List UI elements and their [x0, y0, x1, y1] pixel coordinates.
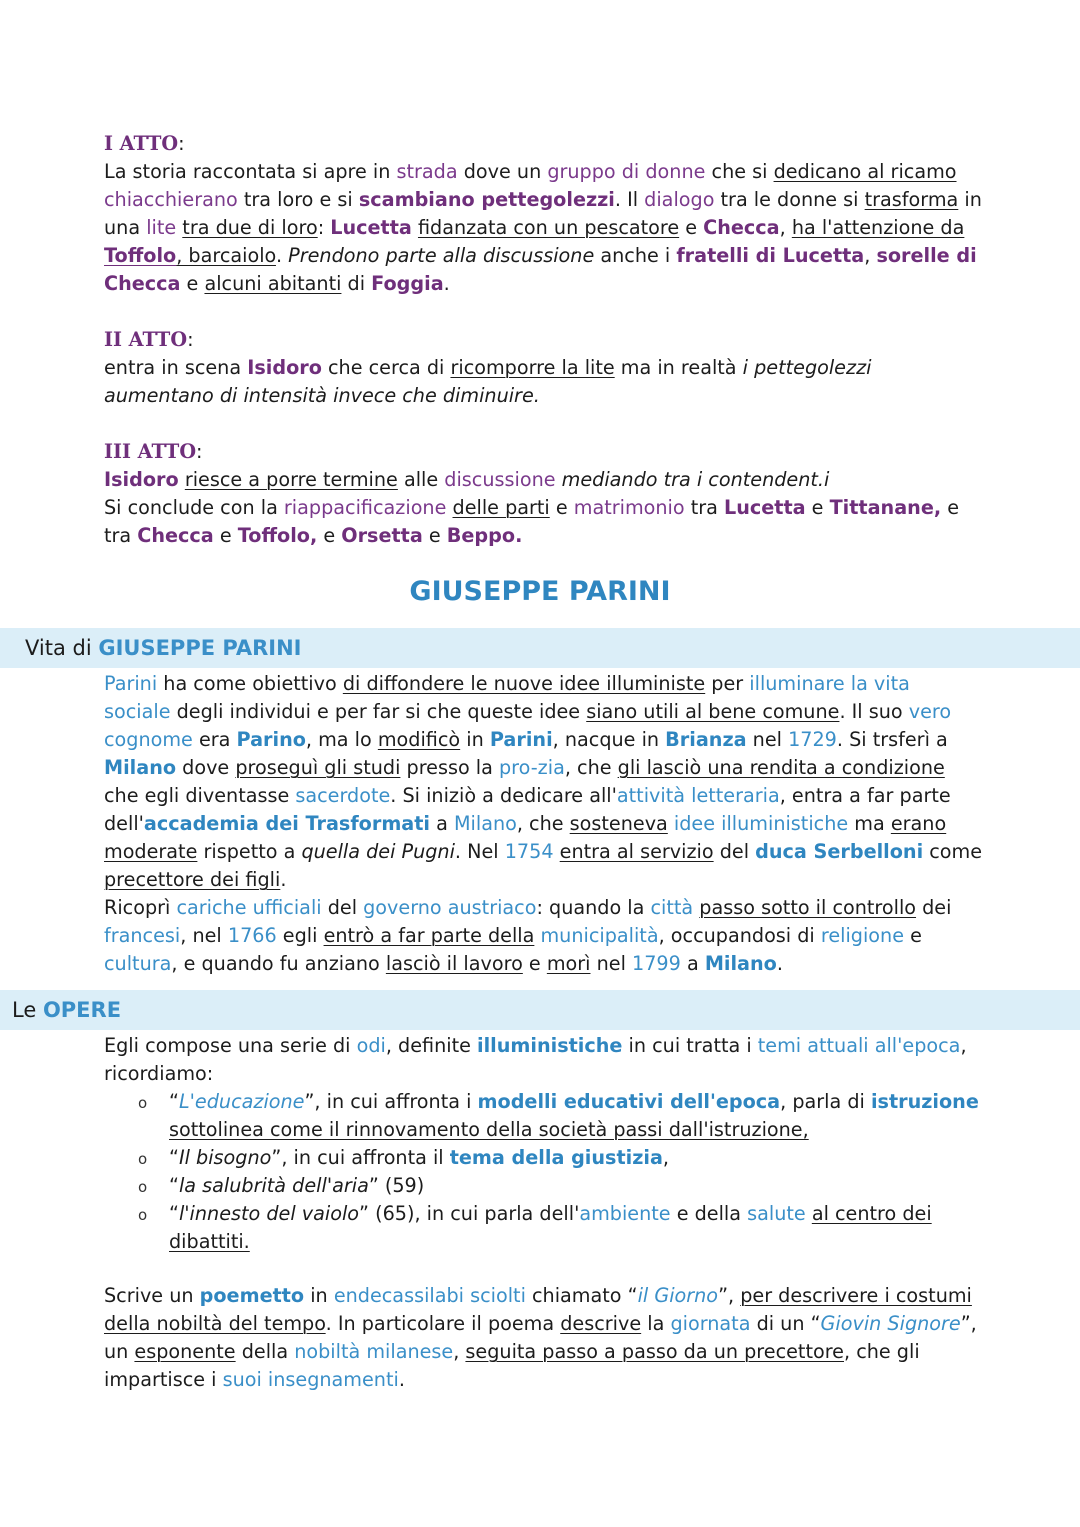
text-run: al centro dei [811, 1202, 932, 1225]
text-run: vero [908, 700, 952, 723]
text-run: attività letteraria [616, 784, 780, 807]
text-run: dove un [457, 160, 548, 183]
text-run: alle [397, 468, 445, 491]
text-run: ”, in cui affronta il [271, 1146, 450, 1169]
text-run: che si [705, 160, 774, 183]
text-run: matrimonio [573, 496, 685, 519]
text-run: , che [564, 756, 618, 779]
text-run: , [662, 1146, 670, 1169]
text-run: lasciò il lavoro [385, 952, 523, 975]
text-run: La storia raccontata si apre in [104, 160, 397, 183]
section-title: GIUSEPPE PARINI [409, 576, 671, 607]
text-run: lite [146, 216, 177, 239]
text-run: Giovin Signore [820, 1312, 961, 1335]
text-run: Egli compose una serie di [104, 1034, 357, 1057]
text-run: descrive [560, 1312, 642, 1335]
text-run: poemetto [199, 1284, 305, 1307]
text-run: ma in realtà [614, 356, 743, 379]
text-run: Scrive un [104, 1284, 200, 1307]
text-run: in cui tratta i [622, 1034, 758, 1057]
text-line [169, 1088, 979, 1116]
text-run: Lucetta [330, 216, 412, 239]
text-run: tra due di loro [182, 216, 318, 239]
text-run: discussione [444, 468, 556, 491]
text-run: Checca [703, 216, 780, 239]
text-run: egli [276, 924, 324, 947]
text-run: , definite [385, 1034, 478, 1057]
text-run: della nobiltà del tempo [104, 1312, 326, 1335]
text-run: moderate [104, 840, 198, 863]
text-run: riesce a porre termine [184, 468, 398, 491]
text-run: “ [169, 1146, 179, 1169]
text-run: dove [176, 756, 236, 779]
text-run: in [304, 1284, 334, 1307]
text-run: nobiltà milanese [294, 1340, 454, 1363]
text-run: , parla di [780, 1090, 871, 1113]
text-run: entra al servizio [559, 840, 714, 863]
text-run: modelli educativi dell'epoca [477, 1090, 781, 1113]
text-run: e [679, 216, 704, 239]
text-run: 1754 [504, 840, 554, 863]
text-run: nel [746, 728, 789, 751]
text-line [104, 382, 984, 410]
text-run: sorelle di [876, 244, 977, 267]
text-run: Orsetta [341, 524, 423, 547]
text-run: “ [169, 1202, 179, 1225]
text-run: . Nel [454, 840, 505, 863]
text-run: ricomporre la lite [450, 356, 615, 379]
text-run: . Si trsferì a [836, 728, 948, 751]
text-run: città [650, 896, 694, 919]
text-run: . [280, 868, 287, 891]
text-run: 1729 [788, 728, 837, 751]
text-run: 1799 [632, 952, 681, 975]
text-run: ma [848, 812, 891, 835]
text-line [104, 894, 984, 922]
text-run: e [422, 524, 447, 547]
text-run: ricordiamo: [104, 1062, 214, 1085]
text-run: ha l'attenzione da [791, 216, 965, 239]
text-run: dibattiti. [169, 1230, 250, 1253]
text-run: Isidoro [247, 356, 322, 379]
text-run: cognome [104, 728, 193, 751]
text-run: e [213, 524, 238, 547]
text-line [104, 950, 984, 978]
text-run: proseguì gli studi [235, 756, 401, 779]
text-run: salute [747, 1202, 806, 1225]
text-run: di [341, 272, 372, 295]
vita-band-prefix: Vita di [25, 636, 99, 660]
text-run: tra [684, 496, 724, 519]
text-run: Toffolo, [237, 524, 318, 547]
text-run: alcuni abitanti [204, 272, 342, 295]
text-run: “ [169, 1174, 179, 1197]
text-run: del [321, 896, 364, 919]
text-line [104, 494, 984, 522]
text-run: a [430, 812, 454, 835]
text-run: idee illuministiche [673, 812, 849, 835]
opere-band-name: OPERE [42, 998, 122, 1022]
text-run: , ma lo [305, 728, 378, 751]
text-run: entrò a far parte della [323, 924, 535, 947]
text-line [104, 466, 984, 494]
text-run: Prendono parte alla discussione [288, 244, 595, 267]
text-run: chiamato “ [525, 1284, 638, 1307]
text-run: e [522, 952, 547, 975]
text-run: sottolinea come il rinnovamento della società passi dall'istruzione, [169, 1118, 809, 1141]
text-run: e [805, 496, 830, 519]
text-run: . Il suo [839, 700, 909, 723]
text-line [104, 158, 984, 186]
text-line [104, 1060, 984, 1088]
text-run: e della [670, 1202, 748, 1225]
text-run: che egli diventasse [104, 784, 296, 807]
text-line [169, 1200, 969, 1228]
text-line [104, 1310, 984, 1338]
text-line [104, 270, 984, 298]
text-run: delle parti [452, 496, 550, 519]
text-run: Parini [104, 672, 158, 695]
vita-band-name: GIUSEPPE PARINI [98, 636, 302, 660]
text-run: il Giorno [637, 1284, 719, 1307]
text-line [104, 1366, 984, 1394]
text-run: . Il [614, 188, 645, 211]
text-line [104, 186, 984, 214]
text-line [104, 1032, 984, 1060]
text-run: pro-zia [499, 756, 565, 779]
text-run: l'innesto del vaiolo [178, 1202, 360, 1225]
text-run: endecassilabi sciolti [333, 1284, 526, 1307]
text-run: era [192, 728, 237, 751]
atto-2-heading: II ATTO [104, 328, 188, 351]
vita-band [0, 628, 1080, 668]
text-run: tra le donne si [714, 188, 865, 211]
text-run: fidanzata con un pescatore [417, 216, 680, 239]
text-run: modificò [377, 728, 461, 751]
text-run: per [705, 672, 750, 695]
text-run: una [104, 216, 147, 239]
text-run: entra in scena [104, 356, 248, 379]
text-run: odi [356, 1034, 386, 1057]
text-line [104, 1282, 984, 1310]
text-run: aumentano di intensità invece che diminuire. [104, 384, 540, 407]
atto-2-text [104, 354, 984, 410]
text-run: dei [916, 896, 952, 919]
text-line [104, 810, 984, 838]
text-run: erano [890, 812, 947, 835]
text-run: sociale [104, 700, 171, 723]
text-line [104, 1338, 984, 1366]
text-line [169, 1144, 969, 1172]
text-run: Milano [704, 952, 777, 975]
text-run: . [275, 244, 289, 267]
text-run: impartisce i [104, 1368, 223, 1391]
list-bullet: o [138, 1206, 148, 1224]
text-run: sosteneva [569, 812, 668, 835]
text-run: ”, [960, 1312, 977, 1335]
text-run: cultura [104, 952, 172, 975]
text-run: illuminare la vita [749, 672, 910, 695]
text-run: ” (65), in cui parla dell' [359, 1202, 580, 1225]
text-run: e [904, 924, 922, 947]
text-line [169, 1228, 969, 1256]
text-run: . [776, 952, 783, 975]
text-run: degli individui e per far si che queste idee [170, 700, 587, 723]
text-run: in [460, 728, 490, 751]
text-run: governo austriaco [363, 896, 537, 919]
text-run: gli lasciò una rendita a condizione [617, 756, 945, 779]
text-run: ”, [718, 1284, 741, 1307]
text-run: istruzione [870, 1090, 979, 1113]
text-run: quella dei Pugni [301, 840, 455, 863]
text-run: precettore dei figli [104, 868, 281, 891]
text-run: e [549, 496, 574, 519]
text-run: dell' [104, 812, 144, 835]
text-run: Checca [137, 524, 214, 547]
text-run: riappacificazione [283, 496, 447, 519]
text-run: come [923, 840, 983, 863]
text-run: , nacque in [552, 728, 666, 751]
vita-text [104, 670, 984, 978]
text-line [104, 922, 984, 950]
text-line [104, 214, 984, 242]
text-run: . Si iniziò a dedicare all' [390, 784, 617, 807]
text-run: Milano [104, 756, 177, 779]
text-run: che cerca di [321, 356, 451, 379]
text-run: “ [169, 1090, 179, 1113]
text-run: , e quando fu anziano [171, 952, 386, 975]
text-line [104, 522, 984, 550]
text-run: Foggia [371, 272, 444, 295]
text-run: presso la [400, 756, 499, 779]
text-run: , che [516, 812, 570, 835]
text-run: . [398, 1368, 405, 1391]
text-run: suoi insegnamenti [222, 1368, 399, 1391]
text-run: giornata [670, 1312, 751, 1335]
text-run: francesi [104, 924, 181, 947]
poemetto-text [104, 1282, 984, 1394]
text-run: Brianza [665, 728, 747, 751]
opere-band-prefix: Le [12, 998, 43, 1022]
text-run: , che gli [844, 1340, 920, 1363]
text-run: esponente [134, 1340, 236, 1363]
atto-3-section: III ATTO: Isidoro riesce a porre termine alle discussione mediando tra i contendent.i Si conclude con la riappacificazione delle parti e matrimonio tra Lucetta e Tittanane, e tra Checca e Toffolo, e Orsetta e Beppo. [104, 438, 984, 550]
atto-3-heading: III ATTO [104, 440, 197, 463]
text-run: Parini [489, 728, 553, 751]
text-run: : quando la [536, 896, 651, 919]
text-run: Lucetta [724, 496, 806, 519]
text-line [104, 670, 984, 698]
atto-3-text [104, 466, 984, 550]
text-run: . [443, 272, 450, 295]
text-run: ambiente [579, 1202, 671, 1225]
text-run: accademia dei Trasformati [143, 812, 431, 835]
text-run: : [317, 216, 331, 239]
text-run: i pettegolezzi [742, 356, 872, 379]
text-run: . In particolare il poema [325, 1312, 561, 1335]
text-run: gruppo di donne [547, 160, 706, 183]
text-line [104, 782, 984, 810]
text-run: ha come obiettivo [157, 672, 343, 695]
text-run: tra loro e si [237, 188, 359, 211]
text-run: chiacchierano [104, 188, 238, 211]
text-run: la salubrità dell'aria [178, 1174, 369, 1197]
text-run: tra [104, 524, 138, 547]
text-line [104, 866, 984, 894]
atto-1-text [104, 158, 984, 298]
text-run: passo sotto il controllo [699, 896, 917, 919]
opere-intro [104, 1032, 984, 1088]
text-line [104, 726, 984, 754]
text-run: e [180, 272, 205, 295]
text-run: ”, in cui affronta i [304, 1090, 478, 1113]
text-run: in [958, 188, 982, 211]
text-run: duca Serbelloni [755, 840, 924, 863]
text-run: cariche ufficiali [176, 896, 322, 919]
text-run: Beppo. [446, 524, 523, 547]
text-run: , [960, 1034, 967, 1057]
text-run: dialogo [644, 188, 715, 211]
text-run: Isidoro [104, 468, 179, 491]
text-run: , [864, 244, 877, 267]
text-run: Tittanane, [829, 496, 942, 519]
text-run: di diffondere le nuove idee illuministe [342, 672, 706, 695]
text-line [104, 698, 984, 726]
text-run: L'educazione [178, 1090, 305, 1113]
text-run: trasforma [864, 188, 959, 211]
text-line [169, 1116, 969, 1144]
text-run: , entra a far parte [779, 784, 951, 807]
text-run: , occupandosi di [658, 924, 821, 947]
text-run: morì [546, 952, 591, 975]
text-run: e [317, 524, 342, 547]
text-run: siano utili al bene comune [586, 700, 840, 723]
text-run: seguita passo a passo da un precettore [465, 1340, 844, 1363]
text-run: strada [396, 160, 458, 183]
text-run: anche i [594, 244, 677, 267]
text-run: Milano [453, 812, 517, 835]
text-run: illuministiche [477, 1034, 623, 1057]
text-run: Checca [104, 272, 181, 295]
text-run: Toffolo [104, 244, 177, 267]
text-run: nel [590, 952, 632, 975]
text-run: la [641, 1312, 671, 1335]
text-run: della [235, 1340, 295, 1363]
atto-2-section: II ATTO: entra in scena Isidoro che cerca di ricomporre la lite ma in realtà i pettegolezzi aumentano di intensità invece che diminuire. [104, 326, 984, 410]
text-run: per descrivere i costumi [740, 1284, 972, 1307]
text-line [104, 242, 984, 270]
text-run: del [713, 840, 756, 863]
text-run: un [104, 1340, 135, 1363]
text-run: rispetto a [197, 840, 302, 863]
text-run: , nel [180, 924, 228, 947]
text-run: sacerdote [295, 784, 391, 807]
text-run: temi attuali all'epoca [757, 1034, 961, 1057]
text-line [104, 354, 984, 382]
opere-list [169, 1088, 979, 1256]
text-run: tema della giustizia [449, 1146, 663, 1169]
atto-1-heading: I ATTO [104, 132, 179, 155]
text-run: Il bisogno [178, 1146, 272, 1169]
list-bullet: o [138, 1178, 148, 1196]
text-run: Parino [236, 728, 306, 751]
text-run: a [680, 952, 705, 975]
text-run: , barcaiolo [176, 244, 276, 267]
text-run: dedicano al ricamo [773, 160, 957, 183]
text-run: municipalità [540, 924, 659, 947]
text-run: religione [820, 924, 905, 947]
opere-band [0, 990, 1080, 1030]
text-line [169, 1172, 969, 1200]
list-bullet: o [138, 1150, 148, 1168]
atto-1-section: I ATTO: La storia raccontata si apre in strada dove un gruppo di donne che si dedicano al ricamo chiacchierano tra loro e si scambiano pettegolezzi. Il dialogo tra le donne si trasforma in una lite tra due di loro: Lucetta fidanzata con un pescatore e Checca, ha l'attenzione da Toffolo, barcaiolo. Prendono parte alla discussione anche i fratelli di Lucetta, sorelle di Checca e alcuni abitanti di Foggia. [104, 130, 984, 298]
text-run: scambiano pettegolezzi [358, 188, 615, 211]
text-run: di un “ [750, 1312, 821, 1335]
text-run: 1766 [227, 924, 277, 947]
text-run: mediando tra i contendent.i [561, 468, 830, 491]
text-run: ” (59) [368, 1174, 425, 1197]
text-run: Ricoprì [104, 896, 177, 919]
text-run: fratelli di Lucetta [676, 244, 865, 267]
text-run: e [941, 496, 960, 519]
text-line [104, 754, 984, 782]
text-run: , [779, 216, 792, 239]
text-run: Si conclude con la [104, 496, 284, 519]
text-line [104, 838, 984, 866]
list-bullet: o [138, 1094, 148, 1112]
text-run: , [453, 1340, 466, 1363]
